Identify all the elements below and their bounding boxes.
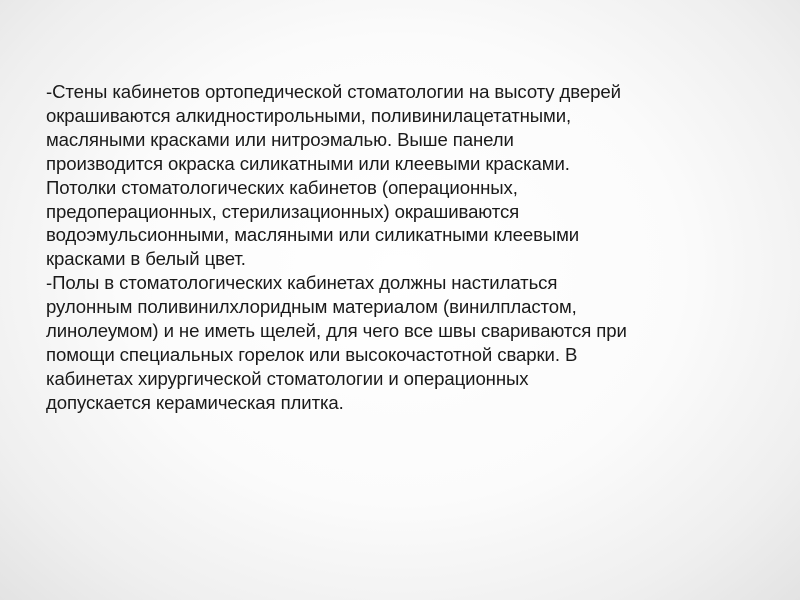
text-line: кабинетах хирургической стоматологии и операционных xyxy=(46,367,529,389)
text-line: водоэмульсионными, масляными или силикатными клеевыми xyxy=(46,224,580,246)
body-text xyxy=(46,80,766,415)
text-line: -Полы в стоматологических кабинетах должны настилаться xyxy=(46,272,558,294)
text-line: масляными красками или нитроэмалью. Выше панели xyxy=(46,128,514,150)
text-line: красками в белый цвет. xyxy=(46,248,246,270)
text-line: -Стены кабинетов ортопедической стоматологии на высоту дверей xyxy=(46,81,621,102)
text-line: окрашиваются алкидностирольными, поливинилацетатными, xyxy=(46,104,572,126)
text-line: линолеумом) и не иметь щелей, для чего все швы свариваются при xyxy=(46,320,627,342)
text-line: допускается керамическая плитка. xyxy=(46,391,344,413)
text-line: рулонным поливинилхлоридным материалом (винилпластом, xyxy=(46,296,577,318)
text-line: производится окраска силикатными или клеевыми красками. xyxy=(46,152,570,174)
text-line: помощи специальных горелок или высокочастотной сварки. В xyxy=(46,343,578,365)
text-line: Потолки стоматологических кабинетов (операционных, xyxy=(46,176,518,198)
text-line: предоперационных, стерилизационных) окрашиваются xyxy=(46,200,520,222)
